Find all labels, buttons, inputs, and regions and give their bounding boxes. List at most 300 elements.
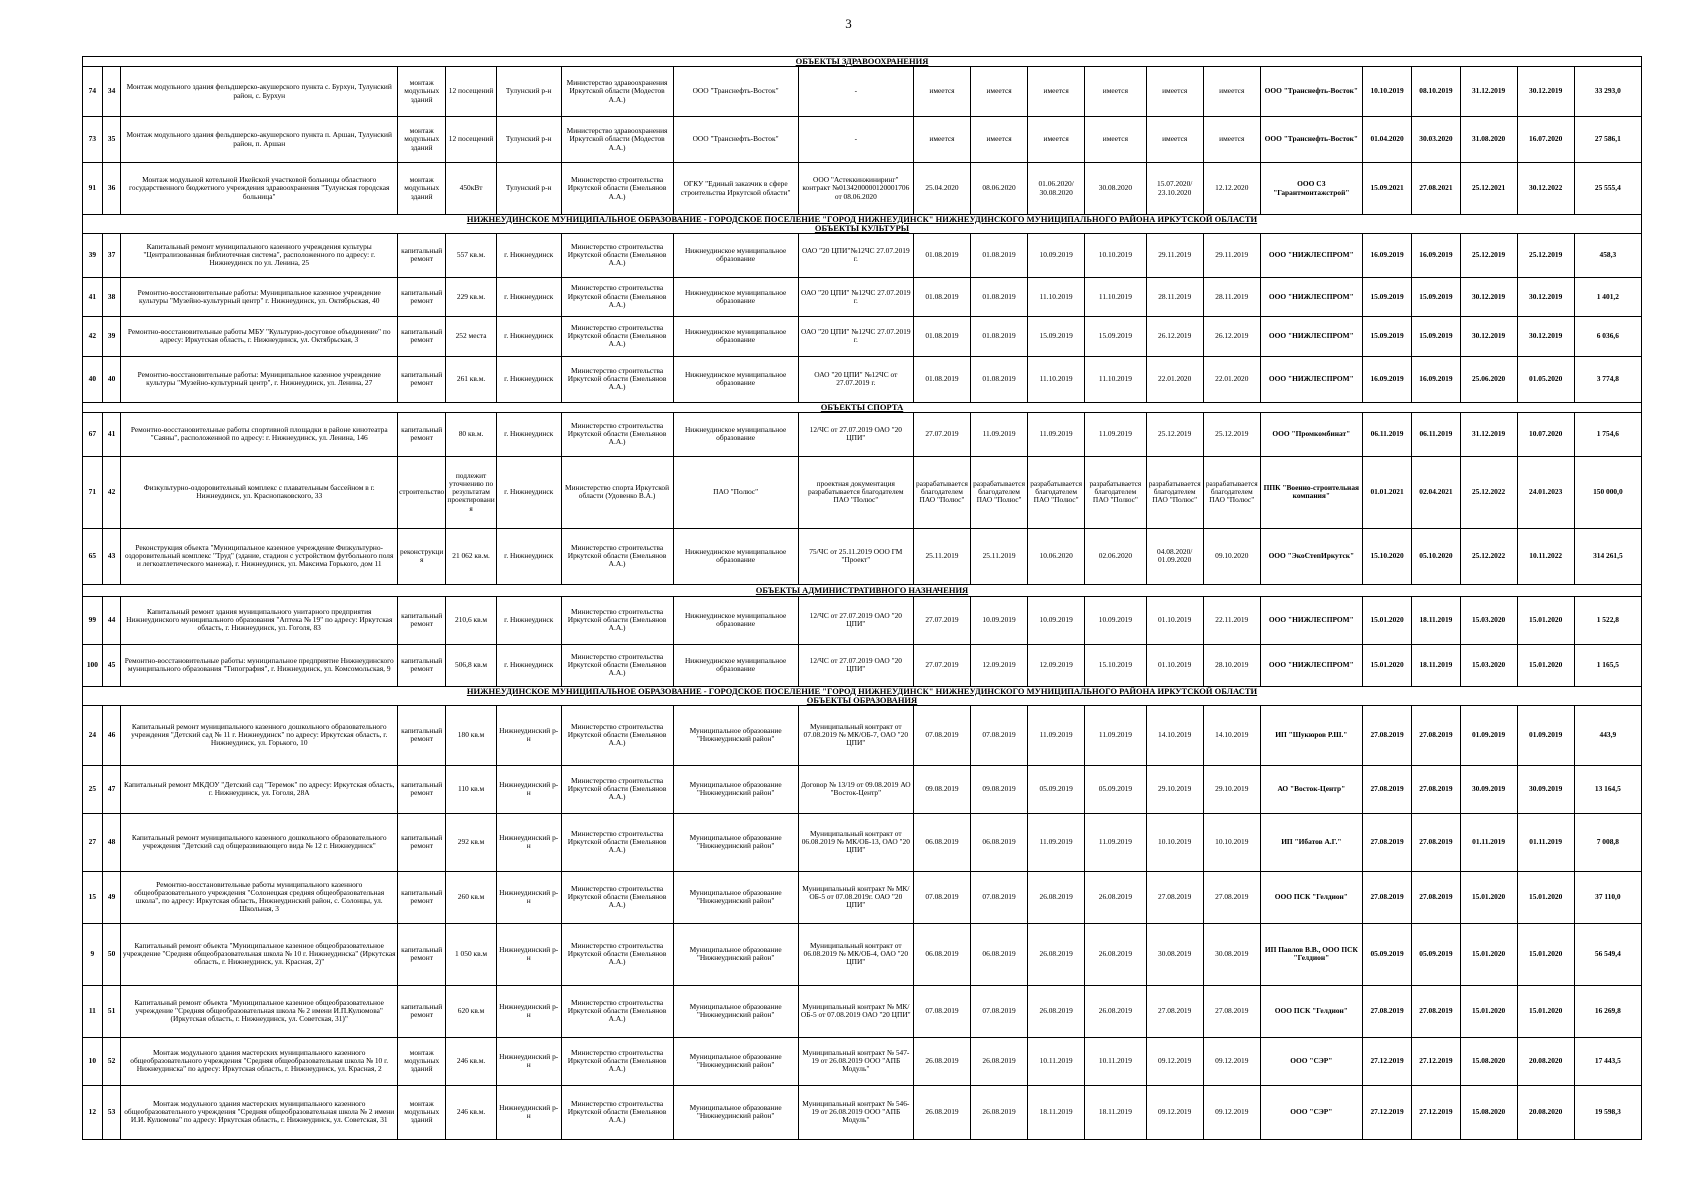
expertise-plan-cell: 28.11.2019 [1146, 277, 1203, 316]
row-id-cell: 24 [83, 705, 103, 765]
customer-cell: ООО "Транснефть-Восток" [673, 117, 798, 163]
page-number: 3 [845, 16, 852, 31]
table-row [83, 985, 1642, 1037]
cost-cell: 37 110,0 [1574, 871, 1641, 923]
capacity-cell: 252 места [446, 316, 496, 356]
cost-cell: 443,9 [1574, 705, 1641, 765]
capacity-cell: 1 050 кв.м [446, 923, 496, 985]
work-type-cell: капитальный ремонт [398, 356, 446, 402]
customer-cell: Муниципальное образование "Нижнеудинский район" [673, 813, 798, 871]
design-end-plan-cell: 18.11.2019 [1028, 1085, 1085, 1139]
construction-end-fact-cell: 20.08.2020 [1517, 1085, 1574, 1139]
capacity-cell: 260 кв.м [446, 871, 496, 923]
district-cell: Нижнеудинский р-н [496, 1037, 561, 1085]
design-start-fact-cell: 26.08.2019 [971, 1085, 1028, 1139]
design-end-plan-cell: 26.08.2019 [1028, 871, 1085, 923]
design-start-fact-cell: 09.08.2019 [971, 765, 1028, 813]
capacity-cell: 180 кв.м [446, 705, 496, 765]
construction-start-plan-cell: 15.09.2019 [1362, 277, 1411, 316]
district-cell: Нижнеудинский р-н [496, 813, 561, 871]
responsible-ministry-cell: Министерство спорта Иркутской области (Удовенко В.А.) [561, 456, 673, 528]
design-start-plan-cell: 01.08.2019 [913, 316, 970, 356]
construction-start-plan-cell: 16.09.2019 [1362, 233, 1411, 277]
section-header [83, 402, 1642, 412]
capacity-cell: 12 посещений [446, 117, 496, 163]
row-number-cell: 50 [102, 923, 121, 985]
design-start-fact-cell: 06.08.2019 [971, 923, 1028, 985]
design-end-fact-cell: 10.09.2019 [1085, 596, 1146, 644]
design-start-fact-cell: 11.09.2019 [971, 412, 1028, 456]
object-name-cell: Реконструкция объекта "Муниципальное казенное учреждение Физкультурно-оздоровительный комплекс "Труд" (здание, стадион с устройством футбольного поля и легкоатлетического манежа), г. Нижнеудинск, ул. Максима Горького, дом 11 [121, 528, 398, 584]
construction-start-plan-cell: 27.12.2019 [1362, 1085, 1411, 1139]
object-name-cell: Монтаж модульной котельной Икейской участковой больницы областного государственного бюджетного учреждения здравоохранения "Тулунская городская больница" [121, 163, 398, 215]
cost-cell: 7 008,8 [1574, 813, 1641, 871]
contractor-cell: ООО "Транснефть-Восток" [1260, 67, 1362, 117]
construction-end-plan-cell: 30.09.2019 [1460, 765, 1517, 813]
design-end-plan-cell: 26.08.2019 [1028, 985, 1085, 1037]
design-end-plan-cell: 11.09.2019 [1028, 813, 1085, 871]
cost-cell: 3 774,8 [1574, 356, 1641, 402]
capacity-cell: 229 кв.м. [446, 277, 496, 316]
object-name-cell: Ремонтно-восстановительные работы: Муниципальное казенное учреждение культуры "Музейно-культурный центр", г. Нижнеудинск, ул. Ленина, 27 [121, 356, 398, 402]
construction-end-plan-cell: 30.12.2019 [1460, 316, 1517, 356]
table-row [83, 644, 1642, 686]
construction-end-plan-cell: 25.12.2021 [1460, 163, 1517, 215]
customer-cell: ПАО "Полюс" [673, 456, 798, 528]
customer-cell: Нижнеудинское муниципальное образование [673, 277, 798, 316]
design-start-fact-cell: 07.08.2019 [971, 985, 1028, 1037]
design-contract-cell: Муниципальный контракт № 547-19 от 26.08.2019 ООО "АПБ Модуль" [798, 1037, 913, 1085]
work-type-cell: монтаж модульных зданий [398, 117, 446, 163]
work-type-cell: капитальный ремонт [398, 596, 446, 644]
object-name-cell: Ремонтно-восстановительные работы МБУ "Культурно-досуговое объединение" по адресу: Иркутская область, г. Нижнеудинск, ул. Октябрьская, 3 [121, 316, 398, 356]
work-type-cell: капитальный ремонт [398, 316, 446, 356]
construction-end-fact-cell: 30.12.2019 [1517, 67, 1574, 117]
row-id-cell: 25 [83, 765, 103, 813]
construction-start-plan-cell: 15.09.2019 [1362, 316, 1411, 356]
construction-end-plan-cell: 15.03.2020 [1460, 644, 1517, 686]
contractor-cell: ООО "Промкомбинат" [1260, 412, 1362, 456]
row-number-cell: 38 [102, 277, 121, 316]
expertise-fact-cell: 22.11.2019 [1203, 596, 1260, 644]
section-title-line: ОБЪЕКТЫ ОБРАЗОВАНИЯ [806, 694, 918, 705]
capacity-cell: 210,6 кв.м [446, 596, 496, 644]
expertise-fact-cell: 27.08.2019 [1203, 871, 1260, 923]
district-cell: г. Нижнеудинск [496, 456, 561, 528]
design-end-plan-cell: 15.09.2019 [1028, 316, 1085, 356]
construction-end-plan-cell: 01.09.2019 [1460, 705, 1517, 765]
design-end-plan-cell: 01.06.2020/ 30.08.2020 [1028, 163, 1085, 215]
construction-end-fact-cell: 30.12.2022 [1517, 163, 1574, 215]
design-start-fact-cell: 07.08.2019 [971, 705, 1028, 765]
expertise-plan-cell: 10.10.2019 [1146, 813, 1203, 871]
object-name-cell: Ремонтно-восстановительные работы спортивной площадки в районе кинотеатра "Саяны", расположенной по адресу: г. Нижнеудинск, ул. Ленина, 146 [121, 412, 398, 456]
construction-end-fact-cell: 24.01.2023 [1517, 456, 1574, 528]
design-start-plan-cell: 07.08.2019 [913, 871, 970, 923]
responsible-ministry-cell: Министерство строительства Иркутской области (Емельянов А.А.) [561, 923, 673, 985]
table-row [83, 412, 1642, 456]
district-cell: г. Нижнеудинск [496, 316, 561, 356]
section-title-line: ОБЪЕКТЫ СПОРТА [820, 402, 904, 412]
construction-start-fact-cell: 15.09.2019 [1412, 277, 1460, 316]
construction-start-plan-cell: 15.09.2021 [1362, 163, 1411, 215]
section-header [83, 57, 1642, 67]
design-end-fact-cell: 11.09.2019 [1085, 705, 1146, 765]
construction-end-plan-cell: 15.01.2020 [1460, 871, 1517, 923]
construction-start-fact-cell: 27.08.2019 [1412, 765, 1460, 813]
contractor-cell: АО "Восток-Центр" [1260, 765, 1362, 813]
table-row [83, 596, 1642, 644]
section-title-line: ОБЪЕКТЫ АДМИНИСТРАТИВНОГО НАЗНАЧЕНИЯ [755, 584, 969, 595]
object-name-cell: Монтаж модульного здания фельдшерско-акушерского пункта с. Бурхун, Тулунский район, с. Бурхун [121, 67, 398, 117]
contractor-cell: ООО "НИЖЛЕСПРОМ" [1260, 596, 1362, 644]
expertise-plan-cell: 01.10.2019 [1146, 596, 1203, 644]
object-name-cell: Монтаж модульного здания мастерских муниципального казенного общеобразовательного учреждения "Средняя общеобразовательная школа № 2 имени И.И. Кулюмова" по адресу: Иркутская область, г. Нижнеудинск, ул. Советская, 31 [121, 1085, 398, 1139]
capacity-cell: 12 посещений [446, 67, 496, 117]
construction-start-fact-cell: 05.10.2020 [1412, 528, 1460, 584]
section-header [83, 686, 1642, 705]
customer-cell: Муниципальное образование "Нижнеудинский район" [673, 705, 798, 765]
design-start-plan-cell: 25.11.2019 [913, 528, 970, 584]
capacity-cell: 110 кв.м [446, 765, 496, 813]
expertise-fact-cell: 26.12.2019 [1203, 316, 1260, 356]
row-number-cell: 53 [102, 1085, 121, 1139]
capacity-cell: 80 кв.м. [446, 412, 496, 456]
expertise-plan-cell: 29.11.2019 [1146, 233, 1203, 277]
design-contract-cell: ОАО "20 ЦПИ"№12ЧС 27.07.2019 г. [798, 233, 913, 277]
contractor-cell: ООО "ЭкоСтепИркутск" [1260, 528, 1362, 584]
table-row [83, 233, 1642, 277]
contractor-cell: ООО СЗ "Гарантмонтажстрой" [1260, 163, 1362, 215]
capacity-cell: 21 062 кв.м. [446, 528, 496, 584]
construction-start-plan-cell: 15.01.2020 [1362, 596, 1411, 644]
row-number-cell: 52 [102, 1037, 121, 1085]
district-cell: г. Нижнеудинск [496, 233, 561, 277]
design-end-fact-cell: 15.10.2019 [1085, 644, 1146, 686]
expertise-fact-cell: 09.12.2019 [1203, 1085, 1260, 1139]
expertise-plan-cell: 25.12.2019 [1146, 412, 1203, 456]
construction-start-plan-cell: 06.11.2019 [1362, 412, 1411, 456]
expertise-plan-cell: 01.10.2019 [1146, 644, 1203, 686]
capacity-cell: 246 кв.м. [446, 1037, 496, 1085]
construction-end-fact-cell: 30.09.2019 [1517, 765, 1574, 813]
expertise-fact-cell: 22.01.2020 [1203, 356, 1260, 402]
construction-end-plan-cell: 15.01.2020 [1460, 985, 1517, 1037]
table-row [83, 67, 1642, 117]
expertise-fact-cell: 27.08.2019 [1203, 985, 1260, 1037]
row-id-cell: 39 [83, 233, 103, 277]
construction-end-plan-cell: 15.03.2020 [1460, 596, 1517, 644]
contractor-cell: ИП "Ибатов А.Г." [1260, 813, 1362, 871]
capacity-cell: 292 кв.м [446, 813, 496, 871]
row-id-cell: 10 [83, 1037, 103, 1085]
design-end-fact-cell: 10.11.2019 [1085, 1037, 1146, 1085]
responsible-ministry-cell: Министерство строительства Иркутской области (Емельянов А.А.) [561, 985, 673, 1037]
district-cell: г. Нижнеудинск [496, 596, 561, 644]
design-contract-cell: 12/ЧС от 27.07.2019 ОАО "20 ЦПИ" [798, 596, 913, 644]
responsible-ministry-cell: Министерство строительства Иркутской области (Емельянов А.А.) [561, 596, 673, 644]
object-name-cell: Капитальный ремонт здания муниципального унитарного предприятия Нижнеудинского муниципального образования "Аптека № 19" по адресу: Иркутская область, г. Нижнеудинск, ул. Гоголя, 83 [121, 596, 398, 644]
design-end-fact-cell: имеется [1085, 67, 1146, 117]
design-start-plan-cell: 25.04.2020 [913, 163, 970, 215]
design-end-fact-cell: 05.09.2019 [1085, 765, 1146, 813]
row-id-cell: 65 [83, 528, 103, 584]
capacity-cell: 620 кв.м [446, 985, 496, 1037]
construction-end-fact-cell: 30.12.2019 [1517, 277, 1574, 316]
construction-end-fact-cell: 10.11.2022 [1517, 528, 1574, 584]
design-end-fact-cell: разрабатывается благодателем ПАО "Полюс" [1085, 456, 1146, 528]
design-end-plan-cell: 10.06.2020 [1028, 528, 1085, 584]
work-type-cell: монтаж модульных зданий [398, 1037, 446, 1085]
district-cell: г. Нижнеудинск [496, 412, 561, 456]
responsible-ministry-cell: Министерство строительства Иркутской области (Емельянов А.А.) [561, 1085, 673, 1139]
row-number-cell: 42 [102, 456, 121, 528]
responsible-ministry-cell: Министерство строительства Иркутской области (Емельянов А.А.) [561, 233, 673, 277]
construction-end-fact-cell: 15.01.2020 [1517, 985, 1574, 1037]
construction-start-fact-cell: 30.03.2020 [1412, 117, 1460, 163]
table-row [83, 765, 1642, 813]
row-number-cell: 51 [102, 985, 121, 1037]
expertise-plan-cell: 27.08.2019 [1146, 871, 1203, 923]
work-type-cell: капитальный ремонт [398, 412, 446, 456]
design-contract-cell: Муниципальный контракт № МК/ОБ-5 от 07.08.2019 ОАО "20 ЦПИ" [798, 985, 913, 1037]
design-contract-cell: - [798, 67, 913, 117]
design-contract-cell: ОАО "20 ЦПИ" №12ЧС от 27.07.2019 г. [798, 356, 913, 402]
construction-start-fact-cell: 27.08.2021 [1412, 163, 1460, 215]
cost-cell: 1 165,5 [1574, 644, 1641, 686]
expertise-plan-cell: разрабатывается благодателем ПАО "Полюс" [1146, 456, 1203, 528]
design-contract-cell: Муниципальный контракт от 06.08.2019 № МК/ОБ-4, ОАО "20 ЦПИ" [798, 923, 913, 985]
construction-start-fact-cell: 27.08.2019 [1412, 985, 1460, 1037]
contractor-cell: ООО "Транснефть-Восток" [1260, 117, 1362, 163]
expertise-fact-cell: 25.12.2019 [1203, 412, 1260, 456]
work-type-cell: капитальный ремонт [398, 765, 446, 813]
design-end-plan-cell: 10.09.2019 [1028, 596, 1085, 644]
object-name-cell: Физкультурно-оздоровительный комплекс с плавательным бассейном в г. Нижнеудинск, ул. Краснопаковского, 33 [121, 456, 398, 528]
responsible-ministry-cell: Министерство строительства Иркутской области (Емельянов А.А.) [561, 765, 673, 813]
design-start-fact-cell: 25.11.2019 [971, 528, 1028, 584]
design-contract-cell: 12/ЧС от 27.07.2019 ОАО "20 ЦПИ" [798, 644, 913, 686]
object-name-cell: Ремонтно-восстановительные работы: муниципальное предприятие Нижнеудинского муниципального образования "Типография", г. Нижнеудинск, ул. Комсомольская, 9 [121, 644, 398, 686]
work-type-cell: капитальный ремонт [398, 233, 446, 277]
expertise-fact-cell: 10.10.2019 [1203, 813, 1260, 871]
object-name-cell: Капитальный ремонт муниципального казенного дошкольного образовательного учреждения "Детский сад общеразвивающего вида № 12 г. Нижнеудинск" [121, 813, 398, 871]
construction-start-fact-cell: 27.08.2019 [1412, 705, 1460, 765]
construction-start-plan-cell: 15.01.2020 [1362, 644, 1411, 686]
expertise-fact-cell: 29.11.2019 [1203, 233, 1260, 277]
responsible-ministry-cell: Министерство строительства Иркутской области (Емельянов А.А.) [561, 412, 673, 456]
design-start-plan-cell: 01.08.2019 [913, 356, 970, 402]
table-row [83, 1085, 1642, 1139]
design-end-fact-cell: 11.09.2019 [1085, 412, 1146, 456]
district-cell: Нижнеудинский р-н [496, 765, 561, 813]
table-row [83, 277, 1642, 316]
district-cell: г. Нижнеудинск [496, 644, 561, 686]
design-contract-cell: Муниципальный контракт от 07.08.2019 № МК/ОБ-7, ОАО "20 ЦПИ" [798, 705, 913, 765]
expertise-plan-cell: 26.12.2019 [1146, 316, 1203, 356]
construction-end-fact-cell: 10.07.2020 [1517, 412, 1574, 456]
responsible-ministry-cell: Министерство строительства Иркутской области (Емельянов А.А.) [561, 644, 673, 686]
row-number-cell: 49 [102, 871, 121, 923]
design-start-plan-cell: 07.08.2019 [913, 985, 970, 1037]
customer-cell: Нижнеудинское муниципальное образование [673, 233, 798, 277]
design-start-plan-cell: 27.07.2019 [913, 596, 970, 644]
section-title [83, 686, 1642, 705]
row-id-cell: 9 [83, 923, 103, 985]
table-row [83, 117, 1642, 163]
expertise-plan-cell: имеется [1146, 67, 1203, 117]
design-contract-cell: Муниципальный контракт от 06.08.2019 № МК/ОБ-13, ОАО "20 ЦПИ" [798, 813, 913, 871]
table-row [83, 316, 1642, 356]
construction-end-plan-cell: 15.08.2020 [1460, 1085, 1517, 1139]
design-end-plan-cell: 10.09.2019 [1028, 233, 1085, 277]
cost-cell: 1 754,6 [1574, 412, 1641, 456]
contractor-cell: ООО "НИЖЛЕСПРОМ" [1260, 316, 1362, 356]
cost-cell: 150 000,0 [1574, 456, 1641, 528]
row-id-cell: 41 [83, 277, 103, 316]
table-row [83, 356, 1642, 402]
design-end-fact-cell: 10.10.2019 [1085, 233, 1146, 277]
expertise-fact-cell: разрабатывается благодателем ПАО "Полюс" [1203, 456, 1260, 528]
row-number-cell: 45 [102, 644, 121, 686]
section-title [83, 584, 1642, 596]
cost-cell: 1 401,2 [1574, 277, 1641, 316]
district-cell: Нижнеудинский р-н [496, 923, 561, 985]
construction-end-fact-cell: 01.09.2019 [1517, 705, 1574, 765]
expertise-fact-cell: 30.08.2019 [1203, 923, 1260, 985]
design-end-plan-cell: имеется [1028, 67, 1085, 117]
row-id-cell: 67 [83, 412, 103, 456]
design-start-plan-cell: 07.08.2019 [913, 705, 970, 765]
contractor-cell: ППК "Военно-строительная компания" [1260, 456, 1362, 528]
design-end-plan-cell: 05.09.2019 [1028, 765, 1085, 813]
row-id-cell: 15 [83, 871, 103, 923]
table-row [83, 923, 1642, 985]
capacity-cell: 450кВт [446, 163, 496, 215]
expertise-plan-cell: 27.08.2019 [1146, 985, 1203, 1037]
construction-end-plan-cell: 25.06.2020 [1460, 356, 1517, 402]
construction-end-fact-cell: 25.12.2019 [1517, 233, 1574, 277]
contractor-cell: ООО "НИЖЛЕСПРОМ" [1260, 233, 1362, 277]
customer-cell: ООО "Транснефть-Восток" [673, 67, 798, 117]
design-end-plan-cell: 11.09.2019 [1028, 705, 1085, 765]
section-title [83, 402, 1642, 412]
cost-cell: 13 164,5 [1574, 765, 1641, 813]
table-row [83, 705, 1642, 765]
expertise-fact-cell: 12.12.2020 [1203, 163, 1260, 215]
work-type-cell: капитальный ремонт [398, 985, 446, 1037]
responsible-ministry-cell: Министерство строительства Иркутской области (Емельянов А.А.) [561, 163, 673, 215]
design-start-plan-cell: 06.08.2019 [913, 813, 970, 871]
responsible-ministry-cell: Министерство строительства Иркутской области (Емельянов А.А.) [561, 813, 673, 871]
design-end-plan-cell: 11.10.2019 [1028, 356, 1085, 402]
customer-cell: Муниципальное образование "Нижнеудинский район" [673, 923, 798, 985]
work-type-cell: капитальный ремонт [398, 644, 446, 686]
construction-start-plan-cell: 27.08.2019 [1362, 765, 1411, 813]
expertise-plan-cell: 15.07.2020/ 23.10.2020 [1146, 163, 1203, 215]
object-name-cell: Капитальный ремонт объекта "Муниципальное казенное общеобразовательное учреждение "Средняя общеобразовательная школа № 2 имени И.П.Кулюмова" (Иркутская область, г. Нижнеудинск, ул. Советская, 31)" [121, 985, 398, 1037]
construction-end-fact-cell: 15.01.2020 [1517, 596, 1574, 644]
design-start-plan-cell: разрабатывается благодателем ПАО "Полюс" [913, 456, 970, 528]
design-end-fact-cell: 02.06.2020 [1085, 528, 1146, 584]
object-name-cell: Капитальный ремонт муниципального казенного учреждения культуры "Централизованная библиотечная система", расположенного по адресу: г. Нижнеудинск по ул. Ленина, 25 [121, 233, 398, 277]
construction-end-plan-cell: 01.11.2019 [1460, 813, 1517, 871]
design-end-fact-cell: 26.08.2019 [1085, 985, 1146, 1037]
row-id-cell: 74 [83, 67, 103, 117]
work-type-cell: капитальный ремонт [398, 277, 446, 316]
cost-cell: 17 443,5 [1574, 1037, 1641, 1085]
section-title-line: ОБЪЕКТЫ КУЛЬТУРЫ [814, 222, 910, 233]
construction-start-plan-cell: 27.08.2019 [1362, 985, 1411, 1037]
customer-cell: ОГКУ "Единый заказчик в сфере строительства Иркутской области" [673, 163, 798, 215]
object-name-cell: Капитальный ремонт объекта "Муниципальное казенное общеобразовательное учреждение "Средняя общеобразовательная школа № 10 г. Нижнеудинска" (Иркутская область, г. Нижнеудинск, ул. Красная, 2)" [121, 923, 398, 985]
table-row [83, 528, 1642, 584]
objects-table [82, 56, 1642, 1140]
design-end-plan-cell: 26.08.2019 [1028, 923, 1085, 985]
design-start-plan-cell: 01.08.2019 [913, 233, 970, 277]
contractor-cell: ИП "Шукюров Р.Ш." [1260, 705, 1362, 765]
design-end-plan-cell: 10.11.2019 [1028, 1037, 1085, 1085]
design-end-plan-cell: 11.10.2019 [1028, 277, 1085, 316]
expertise-fact-cell: имеется [1203, 67, 1260, 117]
design-end-plan-cell: 12.09.2019 [1028, 644, 1085, 686]
row-number-cell: 43 [102, 528, 121, 584]
district-cell: Нижнеудинский р-н [496, 985, 561, 1037]
design-contract-cell: 12/ЧС от 27.07.2019 ОАО "20 ЦПИ" [798, 412, 913, 456]
row-id-cell: 40 [83, 356, 103, 402]
section-header [83, 584, 1642, 596]
cost-cell: 6 036,6 [1574, 316, 1641, 356]
expertise-fact-cell: имеется [1203, 117, 1260, 163]
row-number-cell: 47 [102, 765, 121, 813]
expertise-fact-cell: 09.12.2019 [1203, 1037, 1260, 1085]
design-start-fact-cell: разрабатывается благодателем ПАО "Полюс" [971, 456, 1028, 528]
construction-start-fact-cell: 06.11.2019 [1412, 412, 1460, 456]
design-end-fact-cell: 11.09.2019 [1085, 813, 1146, 871]
table-row [83, 1037, 1642, 1085]
design-end-fact-cell: 26.08.2019 [1085, 923, 1146, 985]
contractor-cell: ИП Павлов В.В., ООО ПСК "Гелдион" [1260, 923, 1362, 985]
construction-end-fact-cell: 30.12.2019 [1517, 316, 1574, 356]
design-start-fact-cell: 10.09.2019 [971, 596, 1028, 644]
customer-cell: Муниципальное образование "Нижнеудинский район" [673, 985, 798, 1037]
table-row [83, 813, 1642, 871]
construction-start-plan-cell: 27.08.2019 [1362, 705, 1411, 765]
construction-start-fact-cell: 27.08.2019 [1412, 871, 1460, 923]
contractor-cell: ООО "НИЖЛЕСПРОМ" [1260, 356, 1362, 402]
district-cell: г. Нижнеудинск [496, 528, 561, 584]
design-start-fact-cell: имеется [971, 67, 1028, 117]
district-cell: Тулунский р-н [496, 163, 561, 215]
expertise-plan-cell: 09.12.2019 [1146, 1085, 1203, 1139]
construction-start-fact-cell: 27.08.2019 [1412, 813, 1460, 871]
row-id-cell: 99 [83, 596, 103, 644]
design-end-fact-cell: 18.11.2019 [1085, 1085, 1146, 1139]
work-type-cell: капитальный ремонт [398, 705, 446, 765]
construction-start-plan-cell: 15.10.2020 [1362, 528, 1411, 584]
design-start-fact-cell: 01.08.2019 [971, 356, 1028, 402]
responsible-ministry-cell: Министерство здравоохранения Иркутской области (Модестов А.А.) [561, 67, 673, 117]
district-cell: г. Нижнеудинск [496, 356, 561, 402]
customer-cell: Муниципальное образование "Нижнеудинский район" [673, 871, 798, 923]
construction-start-fact-cell: 15.09.2019 [1412, 316, 1460, 356]
row-id-cell: 11 [83, 985, 103, 1037]
cost-cell: 1 522,8 [1574, 596, 1641, 644]
work-type-cell: монтаж модульных зданий [398, 163, 446, 215]
work-type-cell: реконструкция [398, 528, 446, 584]
responsible-ministry-cell: Министерство строительства Иркутской области (Емельянов А.А.) [561, 705, 673, 765]
expertise-fact-cell: 29.10.2019 [1203, 765, 1260, 813]
